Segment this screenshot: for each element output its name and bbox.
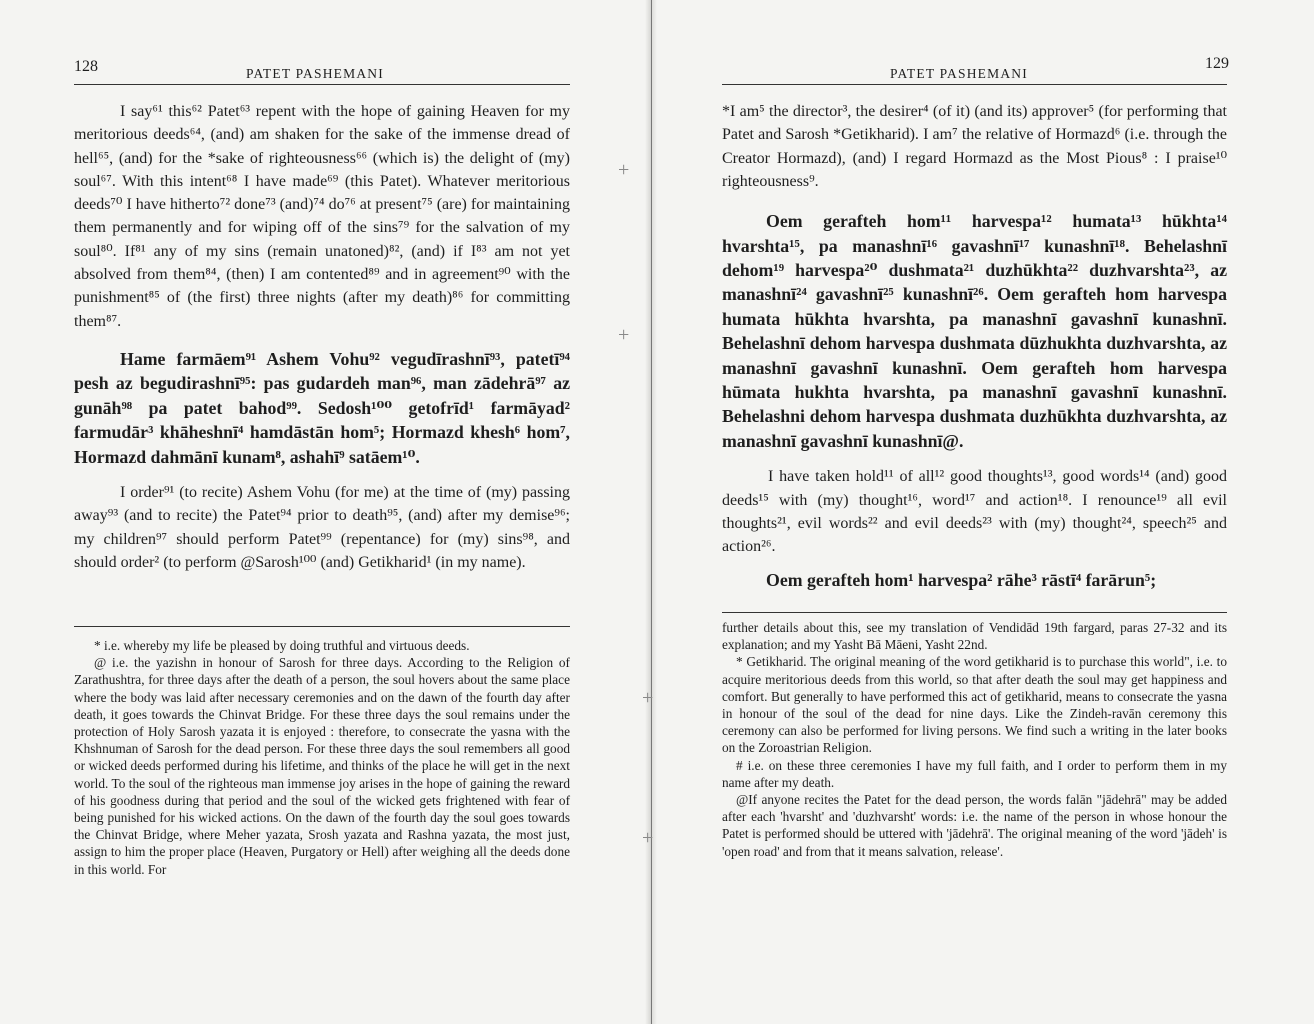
crop-mark: + <box>618 324 630 346</box>
translation-paragraph: *I am⁵ the director³, the desirer⁴ (of it) (and its) approver⁵ (for performing that Patet and Sarosh *Getikharid). I am⁷ the relative of Hormazd⁶ (i.e. through the Creator Hormazd), (and) I regard Hormazd as the Most Pious⁸ : I praise¹⁰ righteousness⁹. <box>722 103 1227 190</box>
right-page <box>654 0 1314 1024</box>
gutter-line <box>651 0 652 1024</box>
footnote: @If anyone recites the Patet for the dead person, the words falān "jādehrā" may be added after each 'hvarsht' and 'duzhvarsht' words: i.e. the name of the person in whose honour the Patet is performed should be uttered with 'jādehrā'. The original meaning of the word 'jādeh' is 'open road' and from that it means salvation, release'. <box>722 792 1227 859</box>
pazand-text: Hame farmāem⁹¹ Ashem Vohu⁹² vegudīrashnī⁹³, patetī⁹⁴ pesh az begudirashnī⁹⁵: pas gudardeh man⁹⁶, man zādehrā⁹⁷ az gunāh⁹⁸ pa patet bahod⁹⁹. Sedosh¹⁰⁰ getofrīd¹ farmāyad² farmudār³ khāheshnī⁴ hamdāstān hom⁵; Hormazd khesh⁶ hom⁷, Hormazd dahmānī kunam⁸, ashahī⁹ satāem¹⁰. <box>74 348 570 467</box>
running-title: PATET PASHEMANI <box>890 66 1028 81</box>
footnote: @ i.e. the yazishn in honour of Sarosh for three days. According to the Religion of Zarathushtra, for three days after the death of a person, the soul hovers about the same place where the body was laid after necessary ceremonies and on the dawn of the fourth day after death, it goes towards the Chinvat Bridge. For these three days the soul remains under the protection of Holy Sarosh yazata it is enjoyed : therefore, to consecrate the yasna with the Khshnuman of Sarosh for the dead person. For these three days the soul remembers all good or wicked deeds performed during his lifetime, and thinks of the place he will get in the next world. To the soul of the righteous man immense joy arises in the hope of gaining the reward of his goodness during that period and the soul of the wicked gets frightened with fear of being punished for his wicked actions. On the dawn of the fourth day the soul goes towards the Chinvat Bridge, where Meher yazata, Srosh yazata and Rashna yazata, the most just, assign to him the proper place (Heaven, Purgatory or Hell) after weighing all the deeds done in this world. For <box>74 655 570 877</box>
page-number: 128 <box>74 58 98 75</box>
crop-mark: + <box>618 159 630 181</box>
footnote: * i.e. whereby my life be pleased by doing truthful and virtuous deeds. <box>94 638 470 653</box>
page-header <box>74 58 570 85</box>
page-header <box>722 55 1229 85</box>
footnote: # i.e. on these three ceremonies I have my full faith, and I order to perform them in my name after my death. <box>722 757 1227 790</box>
footnote: further details about this, see my translation of Vendidād 19th fargard, paras 27-32 and its explanation; and my Yasht Bā Māeni, Yasht 22nd. <box>722 620 1227 653</box>
running-title: PATET PASHEMANI <box>246 66 384 81</box>
footnotes <box>74 626 570 878</box>
left-page <box>0 0 648 1024</box>
translation-paragraph: I order⁹¹ (to recite) Ashem Vohu (for me) at the time of (my) passing away⁹³ (and to recite) the Patet⁹⁴ prior to death⁹⁵, (and) after my demise⁹⁶; my children⁹⁷ should perform Patet⁹⁹ (repentance) for (my) sins⁹⁸, and should order² (to perform @Sarosh¹⁰⁰ (and) Getikharid¹ (in my name). <box>74 484 570 571</box>
crop-mark: + <box>642 827 654 849</box>
crop-mark: + <box>642 687 654 709</box>
translation-paragraph: I have taken hold¹¹ of all¹² good thoughts¹³, good words¹⁴ (and) good deeds¹⁵ with (my) thought¹⁶, word¹⁷ and action¹⁸. I renounce¹⁹ all evil thoughts²¹, evil words²² and evil deeds²³ with (my) thought²⁴, speech²⁵ and action²⁶. <box>722 468 1227 556</box>
footnote: * Getikharid. The original meaning of the word getikharid is to purchase this world", i.e. to acquire meritorious deeds from this world, so that after death the soul may get happiness and comfort. But generally to have performed this act of getikharid, means to consecrate the yasna in honour of the soul of the dead for nine days. Like the Zindeh-ravān ceremony this ceremony can also be performed for living persons. We find such a writing in the later books on the Zoroastrian Religion. <box>722 654 1227 756</box>
page-number: 129 <box>1205 55 1229 72</box>
page-body <box>74 100 570 574</box>
pazand-text: Oem gerafteh hom¹ harvespa² rāhe³ rāstī⁴ farārun⁵; <box>766 570 1157 591</box>
footnotes <box>722 612 1227 860</box>
translation-paragraph: I say⁶¹ this⁶² Patet⁶³ repent with the hope of gaining Heaven for my meritorious deeds⁶⁴, (and) am shaken for the sake of the immense dread of hell⁶⁵, (and) for the *sake of righteousness⁶⁶ (which is) the delight of (my) soul⁶⁷. With this intent⁶⁸ I have made⁶⁹ (this Patet). Whatever meritorious deeds⁷⁰ I have hitherto⁷² done⁷³ (and)⁷⁴ do⁷⁶ at present⁷⁵ (are) for maintaining them permanently and for wiping off of the sins⁷⁹ for the salvation of my soul⁸⁰. If⁸¹ any of my sins (remain unatoned)⁸², (and) if I⁸³ am not yet absolved from them⁸⁴, (then) I am contented⁸⁹ and in agreement⁹⁰ with the punishment⁸⁵ of (the first) three nights (after my death)⁸⁶ for committing them⁸⁷. <box>74 103 570 330</box>
page-body <box>722 100 1227 593</box>
pazand-text: Oem gerafteh hom¹¹ harvespa¹² humata¹³ hūkhta¹⁴ hvarshta¹⁵, pa manashnī¹⁶ gavashnī¹⁷ kunashnī¹⁸. Behelashnī dehom¹⁹ harvespa²⁰ dushmata²¹ duzhūkhta²² duzhvarshta²³, az manashnī²⁴ gavashnī²⁵ kunashnī²⁶. Oem gerafteh hom harvespa humata hūkhta hvarshta, pa manashnī gavashnī kunashnī. Behelashnī dehom harvespa dushmata dūzhukhta duzhvarshta, az manashnī gavashnī kunashnī. Oem gerafteh hom harvespa hūmata hukhta hvarshta, pa manashnī gavashnī kunashnī. Behelashni dehom harvespa dushmata duzhūkhta duzhvarshta, az manashnī gavashnī kunashnī@. <box>722 211 1227 451</box>
